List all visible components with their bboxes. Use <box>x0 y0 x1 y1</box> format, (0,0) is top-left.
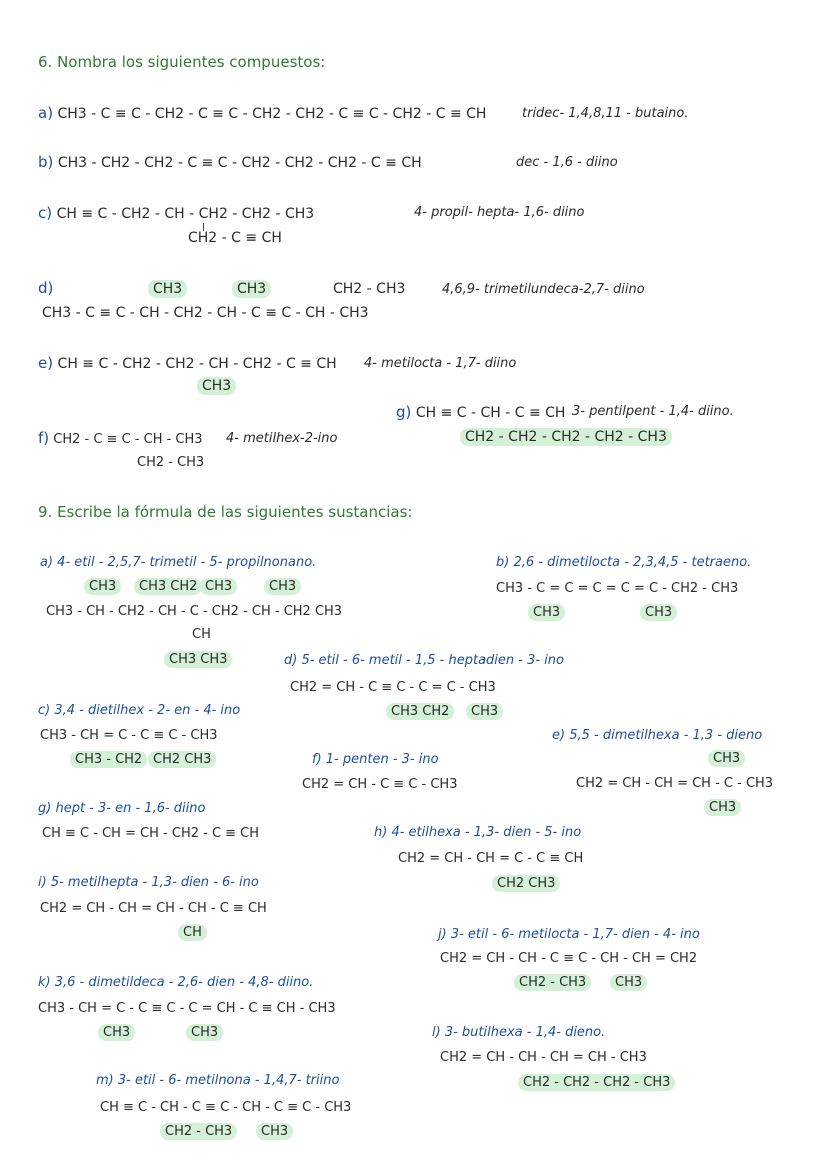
s6-c-label: c) <box>38 204 53 222</box>
s9-b-sub-1-text: CH3 <box>528 604 565 621</box>
s9-c-sub-2-text: CH2 CH3 <box>148 751 216 768</box>
s9-b-sub-1 <box>528 606 565 619</box>
s6-c-name: 4- propil- hepta- 1,6- diino <box>414 205 585 220</box>
s9-h-title: h) 4- etilhexa - 1,3- dien - 5- ino <box>374 825 582 840</box>
s6-d-sub-1 <box>148 282 187 296</box>
section-6-heading: 6. Nombra los siguientes compuestos: <box>38 53 326 71</box>
s9-c-sub-1-text: CH3 - CH2 <box>70 751 147 768</box>
s9-d-sub-1 <box>386 705 454 718</box>
s9-d-sub-2-text: CH3 <box>466 703 503 720</box>
s6-g-formula-text: CH ≡ C - CH - C ≡ CH <box>415 405 566 421</box>
s9-g-formula: CH ≡ C - CH = CH - CH2 - C ≡ CH <box>42 826 260 841</box>
s9-j-formula: CH2 = CH - CH - C ≡ C - CH - CH = CH2 <box>440 951 698 966</box>
s6-a-label: a) <box>38 104 54 122</box>
s6-c-substituent: CH2 - C ≡ CH <box>188 230 282 246</box>
s6-e-formula <box>38 356 337 371</box>
s9-k-sub-1-text: CH3 <box>98 1024 135 1041</box>
s9-j-title: j) 3- etil - 6- metilocta - 1,7- dien - 4- ino <box>438 927 700 942</box>
s6-d-label: d) <box>38 279 54 297</box>
s9-k-sub-2-text: CH3 <box>186 1024 223 1041</box>
s9-c-formula: CH3 - CH = C - C ≡ C - CH3 <box>40 728 218 743</box>
s9-h-sub-1 <box>492 877 560 890</box>
s9-l-sub-1 <box>518 1076 675 1089</box>
s6-f-name: 4- metilhex-2-ino <box>226 431 338 446</box>
s6-c-formula-text: CH ≡ C - CH2 - CH - CH2 - CH2 - CH3 <box>56 206 315 222</box>
s9-d-formula: CH2 = CH - C ≡ C - C = C - CH3 <box>290 680 496 695</box>
s9-f-formula: CH2 = CH - C ≡ C - CH3 <box>302 777 458 792</box>
s6-b-name: dec - 1,6 - diino <box>516 155 618 170</box>
s9-d-sub-2 <box>466 705 503 718</box>
s9-e-formula: CH2 = CH - CH = CH - C - CH3 <box>576 776 774 791</box>
s6-g-label: g) <box>396 403 412 421</box>
s9-i-title: i) 5- metilhepta - 1,3- dien - 6- ino <box>38 875 259 890</box>
s9-a-sub-3-text: CH3 <box>200 578 237 595</box>
s6-f-label: f) <box>38 429 50 447</box>
s9-d-sub-1-text: CH3 CH2 <box>386 703 454 720</box>
s6-d-sub-3: CH2 - CH3 <box>333 281 406 297</box>
s9-k-sub-1 <box>98 1026 135 1039</box>
s9-j-sub-1 <box>514 976 591 989</box>
s9-l-sub-1-text: CH2 - CH2 - CH2 - CH3 <box>518 1074 675 1091</box>
s9-d-title: d) 5- etil - 6- metil - 1,5 - heptadien - 3- ino <box>284 653 564 668</box>
s9-a-sub-3 <box>200 580 237 593</box>
s9-c-sub-1 <box>70 753 147 766</box>
s9-h-formula: CH2 = CH - CH = C - C ≡ CH <box>398 851 584 866</box>
s9-m-sub-1-text: CH2 - CH3 <box>160 1123 237 1140</box>
s9-c-sub-2 <box>148 753 216 766</box>
s9-m-title: m) 3- etil - 6- metilnona - 1,4,7- triino <box>96 1073 340 1088</box>
s9-a-sub-4-text: CH3 <box>264 578 301 595</box>
s6-e-substituent <box>197 379 236 393</box>
s9-b-sub-2 <box>640 606 677 619</box>
s6-g-sub-text: CH2 - CH2 - CH2 - CH2 - CH3 <box>460 428 672 446</box>
s9-e-title: e) 5,5 - dimetilhexa - 1,3 - dieno <box>552 728 763 743</box>
s9-a-sub-4 <box>264 580 301 593</box>
s6-b-formula <box>38 155 422 170</box>
s9-e-sub-2-text: CH3 <box>704 799 741 816</box>
s9-a-sub-2-text: CH3 CH2 <box>134 578 202 595</box>
s9-k-formula: CH3 - CH = C - C ≡ C - C = CH - C ≡ CH - CH3 <box>38 1001 336 1016</box>
s6-e-sub-text: CH3 <box>197 377 236 395</box>
s9-i-sub-1-text: CH <box>178 924 207 941</box>
s9-k-title: k) 3,6 - dimetildeca - 2,6- dien - 4,8- diino. <box>38 975 314 990</box>
s6-f-formula-text: CH2 - C ≡ C - CH - CH3 <box>53 432 203 447</box>
s9-a-sub-1 <box>84 580 121 593</box>
s6-b-formula-text: CH3 - CH2 - CH2 - C ≡ C - CH2 - CH2 - CH2 - C ≡ CH <box>57 155 422 171</box>
s9-a-branch-2-text: CH3 CH3 <box>164 651 232 668</box>
s6-e-label: e) <box>38 354 54 372</box>
s9-i-sub-1 <box>178 926 207 939</box>
s6-d-sub-2-text: CH3 <box>232 280 271 298</box>
s9-m-sub-1 <box>160 1125 237 1138</box>
s9-c-title: c) 3,4 - dietilhex - 2- en - 4- ino <box>38 703 241 718</box>
s9-m-sub-2-text: CH3 <box>256 1123 293 1140</box>
s9-e-sub-2 <box>704 801 741 814</box>
s9-m-sub-2 <box>256 1125 293 1138</box>
s9-b-formula: CH3 - C = C = C = C = C - CH2 - CH3 <box>496 581 739 596</box>
s9-j-sub-2 <box>610 976 647 989</box>
s9-a-sub-2 <box>134 580 202 593</box>
s9-b-sub-2-text: CH3 <box>640 604 677 621</box>
s9-l-formula: CH2 = CH - CH - CH = CH - CH3 <box>440 1050 647 1065</box>
s6-a-name: tridec- 1,4,8,11 - butaino. <box>522 106 689 121</box>
s6-d-sub-2 <box>232 282 271 296</box>
s9-a-formula: CH3 - CH - CH2 - CH - C - CH2 - CH - CH2 CH3 <box>46 604 343 619</box>
s6-e-formula-text: CH ≡ C - CH2 - CH2 - CH - CH2 - C ≡ CH <box>57 356 337 372</box>
s9-h-sub-1-text: CH2 CH3 <box>492 875 560 892</box>
s9-a-title: a) 4- etil - 2,5,7- trimetil - 5- propilnonano. <box>40 555 317 570</box>
section-9-heading: 9. Escribe la fórmula de las siguientes sustancias: <box>38 503 413 521</box>
s9-a-branch-2 <box>164 653 232 666</box>
s9-k-sub-2 <box>186 1026 223 1039</box>
s9-e-sub-1-text: CH3 <box>708 750 745 767</box>
s6-d-formula: CH3 - C ≡ C - CH - CH2 - CH - C ≡ C - CH - CH3 <box>42 305 369 321</box>
s6-d-name: 4,6,9- trimetilundeca-2,7- diino <box>442 282 645 297</box>
s9-a-branch-1: CH <box>192 627 211 642</box>
s6-f-substituent: CH2 - CH3 <box>137 455 205 470</box>
s9-j-sub-1-text: CH2 - CH3 <box>514 974 591 991</box>
s9-g-title: g) hept - 3- en - 1,6- diino <box>38 801 206 816</box>
s6-g-name: 3- pentilpent - 1,4- diino. <box>572 404 734 419</box>
s9-b-title: b) 2,6 - dimetilocta - 2,3,4,5 - tetraeno. <box>496 555 752 570</box>
s9-i-formula: CH2 = CH - CH = CH - CH - C ≡ CH <box>40 901 267 916</box>
s6-g-substituent <box>460 430 672 444</box>
s9-f-title: f) 1- penten - 3- ino <box>312 752 439 767</box>
s6-a-formula-text: CH3 - C ≡ C - CH2 - C ≡ C - CH2 - CH2 - C ≡ C - CH2 - C ≡ CH <box>57 106 487 122</box>
s9-e-sub-1 <box>708 752 745 765</box>
s6-c-formula <box>38 206 314 221</box>
s6-d-sub-1-text: CH3 <box>148 280 187 298</box>
s9-l-title: l) 3- butilhexa - 1,4- dieno. <box>432 1025 606 1040</box>
s6-b-label: b) <box>38 153 54 171</box>
s9-m-formula: CH ≡ C - CH - C ≡ C - CH - C ≡ C - CH3 <box>100 1100 352 1115</box>
s6-e-name: 4- metilocta - 1,7- diino <box>364 356 517 371</box>
s6-a-formula <box>38 106 486 121</box>
s6-f-formula <box>38 431 203 446</box>
s9-j-sub-2-text: CH3 <box>610 974 647 991</box>
s6-g-formula <box>396 405 565 420</box>
s9-a-sub-1-text: CH3 <box>84 578 121 595</box>
